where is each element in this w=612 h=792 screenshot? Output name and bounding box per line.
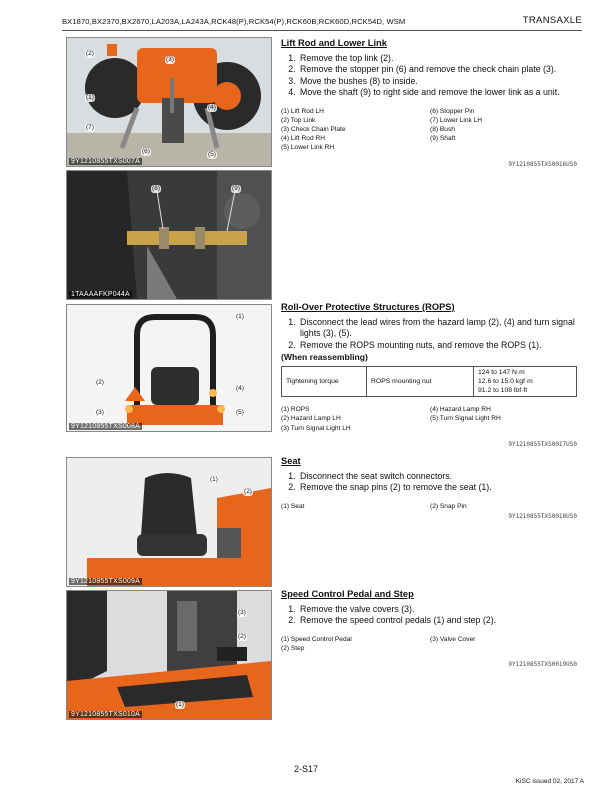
section-rops: [281, 302, 577, 448]
part-label: (4) Lift Rod RH: [281, 135, 325, 143]
part-label: (4) Hazard Lamp RH: [430, 406, 491, 414]
reassembly-heading: (When reassembling): [281, 352, 368, 363]
photo-seat-illustration: [67, 458, 271, 586]
step-list: [281, 604, 577, 627]
step: 4. Move the shaft (9) to right side and remove the lower link as a unit.: [298, 87, 577, 98]
part-label: (5) Turn Signal Light RH: [430, 415, 501, 423]
torque-value-nm: 124 to 147 N·m: [478, 369, 525, 377]
parts-legend: [281, 635, 577, 653]
photo-pedal: [66, 590, 272, 720]
photo-seat: [66, 457, 272, 587]
callout-2: (2): [238, 633, 246, 640]
callout-4: (4): [208, 104, 216, 111]
callout-4: (4): [236, 385, 244, 392]
photo-id: 1TAAAAFKP044A: [71, 291, 130, 298]
photo-id: 9Y1210855TXS008A: [71, 423, 140, 430]
step: 2. Remove the ROPS mounting nuts, and remove the ROPS (1).: [298, 340, 577, 351]
part-label: (7) Lower Link LH: [430, 116, 483, 124]
part-label: (2) Snap Pin: [430, 502, 467, 510]
part-label: (5) Lower Link RH: [281, 144, 335, 152]
photo-id: 9Y1210855TXS007A: [71, 158, 140, 165]
step: 1. Remove the top link (2).: [298, 53, 577, 64]
doc-code: 9Y1210855TXS0016US0: [508, 160, 577, 168]
part-label: (1) ROPS: [281, 406, 310, 414]
step: 1. Remove the valve covers (3).: [298, 604, 577, 615]
section-pedal: [281, 589, 577, 668]
section-title: Seat: [281, 456, 301, 466]
part-label: (3) Turn Signal Light LH: [281, 424, 351, 432]
part-label: (1) Seat: [281, 502, 305, 510]
callout-1: (1): [210, 476, 218, 483]
part-label: (2) Top Link: [281, 116, 316, 124]
section-seat: [281, 456, 577, 520]
section-title: Lift Rod and Lower Link: [281, 38, 387, 48]
header-section: TRANSAXLE: [522, 15, 582, 26]
callout-9: (9): [232, 185, 240, 192]
parts-legend: [281, 405, 577, 433]
photo-shaft: [66, 170, 272, 300]
section-lift-rod: [281, 38, 577, 168]
part-label: (9) Shaft: [430, 135, 456, 143]
part-label: (2) Hazard Lamp LH: [281, 415, 341, 423]
photo-id: 9Y1210855TXS009A: [71, 578, 140, 585]
callout-1: (1): [236, 313, 244, 320]
torque-item: ROPS mounting nut: [367, 367, 474, 397]
step: 2. Remove the snap pins (2) to remove the seat (1).: [298, 482, 577, 493]
section-title: Speed Control Pedal and Step: [281, 589, 414, 599]
part-label: (1) Lift Rod LH: [281, 107, 324, 115]
header-models: BX1870,BX2370,BX2670,LA203A,LA243A,RCK48(P),RCK54(P),RCK60B,RCK60D,RCK54D, WSM: [62, 17, 406, 26]
callout-5: (5): [208, 151, 216, 158]
section-title: Roll-Over Protective Structures (ROPS): [281, 302, 455, 312]
step-list: [281, 53, 577, 99]
photo-rops: [66, 304, 272, 432]
step: 3. Move the bushes (8) to inside.: [298, 76, 577, 87]
callout-3: (3): [166, 56, 174, 63]
torque-values: [474, 367, 577, 397]
step: 2. Remove the stopper pin (6) and remove the check chain plate (3).: [298, 64, 577, 75]
photo-lift-rod: [66, 37, 272, 167]
step-list: [281, 471, 577, 494]
callout-2: (2): [86, 50, 94, 57]
part-label: (8) Bush: [430, 126, 455, 134]
torque-value-lbfft: 91.2 to 108 lbf·ft: [478, 387, 528, 395]
step: 1. Disconnect the seat switch connectors.: [298, 471, 577, 482]
torque-label: Tightening torque: [282, 367, 367, 397]
callout-2: (2): [244, 488, 252, 495]
parts-legend: [281, 107, 577, 153]
step: 1. Disconnect the lead wires from the hazard lamp (2), (4) and turn signal lights (3), (5).: [298, 317, 577, 340]
torque-value-kgfm: 12.6 to 15.0 kgf·m: [478, 378, 533, 386]
doc-code: 9Y1210855TXS0018US0: [508, 513, 577, 521]
doc-code: 9Y1210855TXS0019US0: [508, 661, 577, 669]
part-label: (3) Valve Cover: [430, 635, 476, 643]
issue-note: KiSC issued 02, 2017 A: [515, 778, 584, 785]
torque-table: [281, 366, 577, 397]
callout-6: (6): [142, 148, 150, 155]
photo-id: 9Y1210855TXS010A: [71, 711, 140, 718]
header-rule: [62, 30, 582, 31]
step: 2. Remove the speed control pedals (1) and step (2).: [298, 615, 577, 626]
doc-code: 9Y1210855TXS0017US0: [508, 440, 577, 448]
part-label: (2) Step: [281, 645, 305, 653]
callout-1: (1): [176, 701, 184, 708]
page-number: 2-S17: [293, 764, 319, 774]
part-label: (1) Speed Control Pedal: [281, 635, 352, 643]
callout-5: (5): [236, 409, 244, 416]
callout-1: (1): [86, 94, 94, 101]
callout-3: (3): [238, 609, 246, 616]
part-label: (6) Stopper Pin: [430, 107, 475, 115]
callout-7: (7): [86, 124, 94, 131]
part-label: (3) Check Chain Plate: [281, 126, 346, 134]
callout-2: (2): [96, 379, 104, 386]
callout-8: (8): [152, 185, 160, 192]
callout-3: (3): [96, 409, 104, 416]
step-list: [281, 317, 577, 351]
parts-legend: [281, 502, 577, 511]
